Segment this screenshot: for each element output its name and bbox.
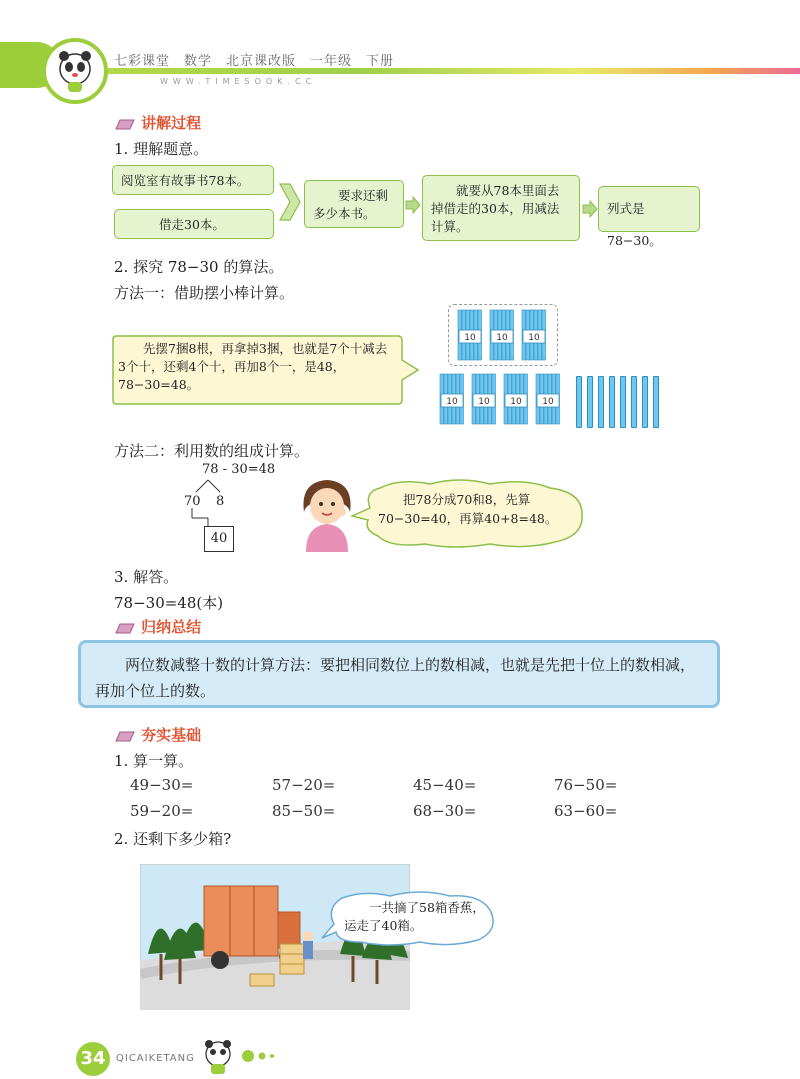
panda-mascot-icon: [46, 42, 104, 100]
pencil-icon: [114, 730, 136, 742]
single-stick: [598, 376, 604, 428]
step-3: 3. 解答。: [114, 568, 179, 586]
flow-arrow-icon: [405, 196, 421, 214]
flow-box-reasoning: 就要从78本里面去掉借走的30本，用减法计算。: [422, 175, 580, 241]
bundle-label: 10: [446, 397, 458, 407]
bundle-label: 10: [528, 333, 540, 343]
question-1: 1. 算一算。: [114, 752, 194, 770]
single-stick: [609, 376, 615, 428]
problem: 49−30=: [130, 776, 194, 794]
flow-bracket-arrow-icon: [278, 182, 302, 222]
pencil-icon: [114, 622, 136, 634]
method1-bubble-text: 先摆7捆8根，再拿掉3捆，也就是7个十减去3个十，还剩4个十，再加8个一，是48，78−30=48。: [118, 341, 388, 393]
problem: 57−20=: [272, 776, 336, 794]
section-title: 讲解过程: [141, 114, 202, 132]
mascot-badge: [42, 38, 108, 104]
decomp-ones: 8: [216, 494, 225, 509]
problem: 63−60=: [554, 802, 618, 820]
truck-bubble-text: 一共摘了58箱香蕉，运走了40箱。: [344, 900, 485, 934]
method-1: 方法一：借助摆小棒计算。: [114, 284, 295, 302]
answer: 78−30=48(本): [114, 594, 224, 612]
stick-bundle-icon: [488, 308, 516, 362]
section-practice-heading: [114, 724, 201, 745]
stick-bundle-icon: [470, 372, 498, 426]
pencil-icon: [114, 118, 136, 130]
bundle-label: 10: [464, 333, 476, 343]
step-2: 2. 探究 78−30 的算法。: [114, 258, 284, 276]
section-summary-heading: [114, 616, 201, 637]
flow-box-borrowed: 借走30本。: [114, 209, 274, 239]
section-explain-heading: [114, 112, 201, 133]
method-2: 方法二：利用数的组成计算。: [114, 442, 310, 460]
single-stick: [587, 376, 593, 428]
stick-bundle-icon: [502, 372, 530, 426]
bundle-label: 10: [478, 397, 490, 407]
problem: 76−50=: [554, 776, 618, 794]
method2-bubble-text: 把78分成70和8，先算70−30=40，再算40+8=48。: [378, 492, 558, 527]
problem: 59−20=: [130, 802, 194, 820]
footer-mascot-icon: [200, 1036, 290, 1076]
bundle-label: 10: [542, 397, 554, 407]
problem: 45−40=: [413, 776, 477, 794]
flow-arrow-icon: [582, 200, 598, 218]
single-stick: [653, 376, 659, 428]
flow-box-given: 阅览室有故事书78本。: [112, 165, 274, 195]
decomp-equation: 78 - 30=48: [202, 462, 276, 477]
section-title: 归纳总结: [141, 618, 202, 636]
bundle-label: 10: [510, 397, 522, 407]
stick-bundle-icon: [456, 308, 484, 362]
flow-box-equation: 列式是78−30。: [598, 186, 700, 232]
single-stick: [620, 376, 626, 428]
stick-bundle-icon: [438, 372, 466, 426]
footer-brand: QICAIKETANG: [116, 1053, 195, 1064]
decomp-tens: 70: [184, 494, 201, 509]
header-url: WWW.TIMESOOK.CC: [160, 77, 317, 86]
section-title: 夯实基础: [141, 726, 202, 744]
bundle-label: 10: [496, 333, 508, 343]
header-title: 七彩课堂 数学 北京课改版 一年级 下册: [114, 54, 395, 69]
page-number: 34: [76, 1042, 110, 1076]
step-1: 1. 理解题意。: [114, 140, 209, 158]
summary-box: 两位数减整十数的计算方法：要把相同数位上的数相减，也就是先把十位上的数相减，再加个位上的数。: [78, 640, 720, 708]
stick-bundle-icon: [534, 372, 562, 426]
stick-bundle-icon: [520, 308, 548, 362]
problem: 68−30=: [413, 802, 477, 820]
single-stick: [576, 376, 582, 428]
problem: 85−50=: [272, 802, 336, 820]
decomp-result-box: 40: [204, 526, 234, 552]
single-stick: [642, 376, 648, 428]
single-stick: [631, 376, 637, 428]
flow-box-question: 要求还剩多少本书。: [304, 180, 404, 228]
question-2: 2. 还剩下多少箱?: [114, 830, 232, 848]
